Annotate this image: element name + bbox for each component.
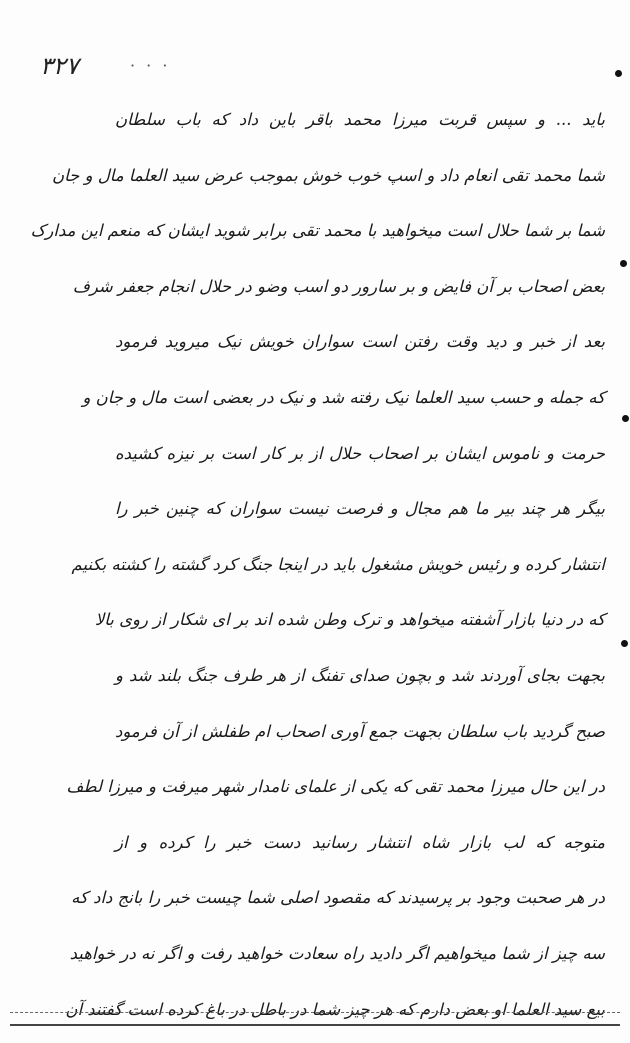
top-margin-marks: · · ·	[130, 56, 171, 75]
text-line: صبح گردید باب سلطان بجهت جمع آوری اصحاب ام طفلش از آن فرمود	[115, 721, 605, 741]
text-line: متوجه که لب بازار شاه انتشار رسانید دست خبر را کرده و از	[115, 832, 605, 852]
text-line: شما بر شما حلال است میخواهید با محمد تقی برابر شوید ایشان که منعم این مدارک	[30, 221, 605, 241]
text-line: حرمت و ناموس ایشان بر اصحاب حلال از بر کار است بر نیزه کشیده	[115, 443, 605, 463]
text-line: باید ... و سپس قربت میرزا محمد باقر باین داد که باب سلطان	[115, 110, 605, 129]
text-line: بیع سید العلما او بعض دارم که هر چیز شما در باطل در باغ کرده است گفتند آن	[65, 999, 605, 1019]
text-line: شما محمد تقی انعام داد و اسپ خوب خوش بموجب عرض سید العلما مال و جان	[52, 165, 605, 185]
text-line: در هر صحبت وجود بر پرسیدند که مقصود اصلی شما چیست خبر را بانج داد که	[71, 888, 605, 908]
text-line: که در دنیا بازار آشفته میخواهد و ترک وطن شده اند بر ای شکار از روی بالا	[94, 610, 605, 630]
page-number: ٣٢٧	[40, 52, 79, 80]
ink-speck	[615, 70, 622, 77]
text-line: در این حال میرزا محمد تقی که یکی از علمای نامدار شهر میرفت و میرزا لطف	[66, 777, 605, 797]
ink-speck	[622, 415, 629, 422]
text-line: بجهت بجای آوردند شد و بچون صدای تفنگ از هر طرف جنگ بلند شد و	[115, 665, 605, 685]
text-line: سه چیز از شما میخواهیم اگر دادید راه سعادت خواهید رفت و اگر نه در خواهید	[69, 943, 605, 963]
ink-speck	[620, 260, 627, 267]
manuscript-text-block	[30, 92, 605, 1037]
text-line: بیگر هر چند بیر ما هم مجال و فرصت نیست سواران که چنین خبر را	[115, 499, 605, 519]
text-line: بعض اصحاب بر آن فایض و بر سارور دو اسب وضو در حلال انجام جعفر شرف	[72, 276, 605, 296]
text-line: که جمله و حسب سید العلما نیک رفته شد و نیک در بعضی است مال و جان و	[82, 387, 605, 407]
page-bottom-border	[10, 1024, 620, 1026]
text-line: انتشار کرده و رئیس خویش مشغول باید در اینجا جنگ کرد گشته را کشته بکنیم	[71, 554, 605, 574]
ink-speck	[621, 640, 628, 647]
text-line: بعد از خبر و دید وقت رفتن است سواران خویش نیک میروید فرمود	[115, 332, 605, 352]
page-bottom-edge	[10, 1012, 620, 1013]
